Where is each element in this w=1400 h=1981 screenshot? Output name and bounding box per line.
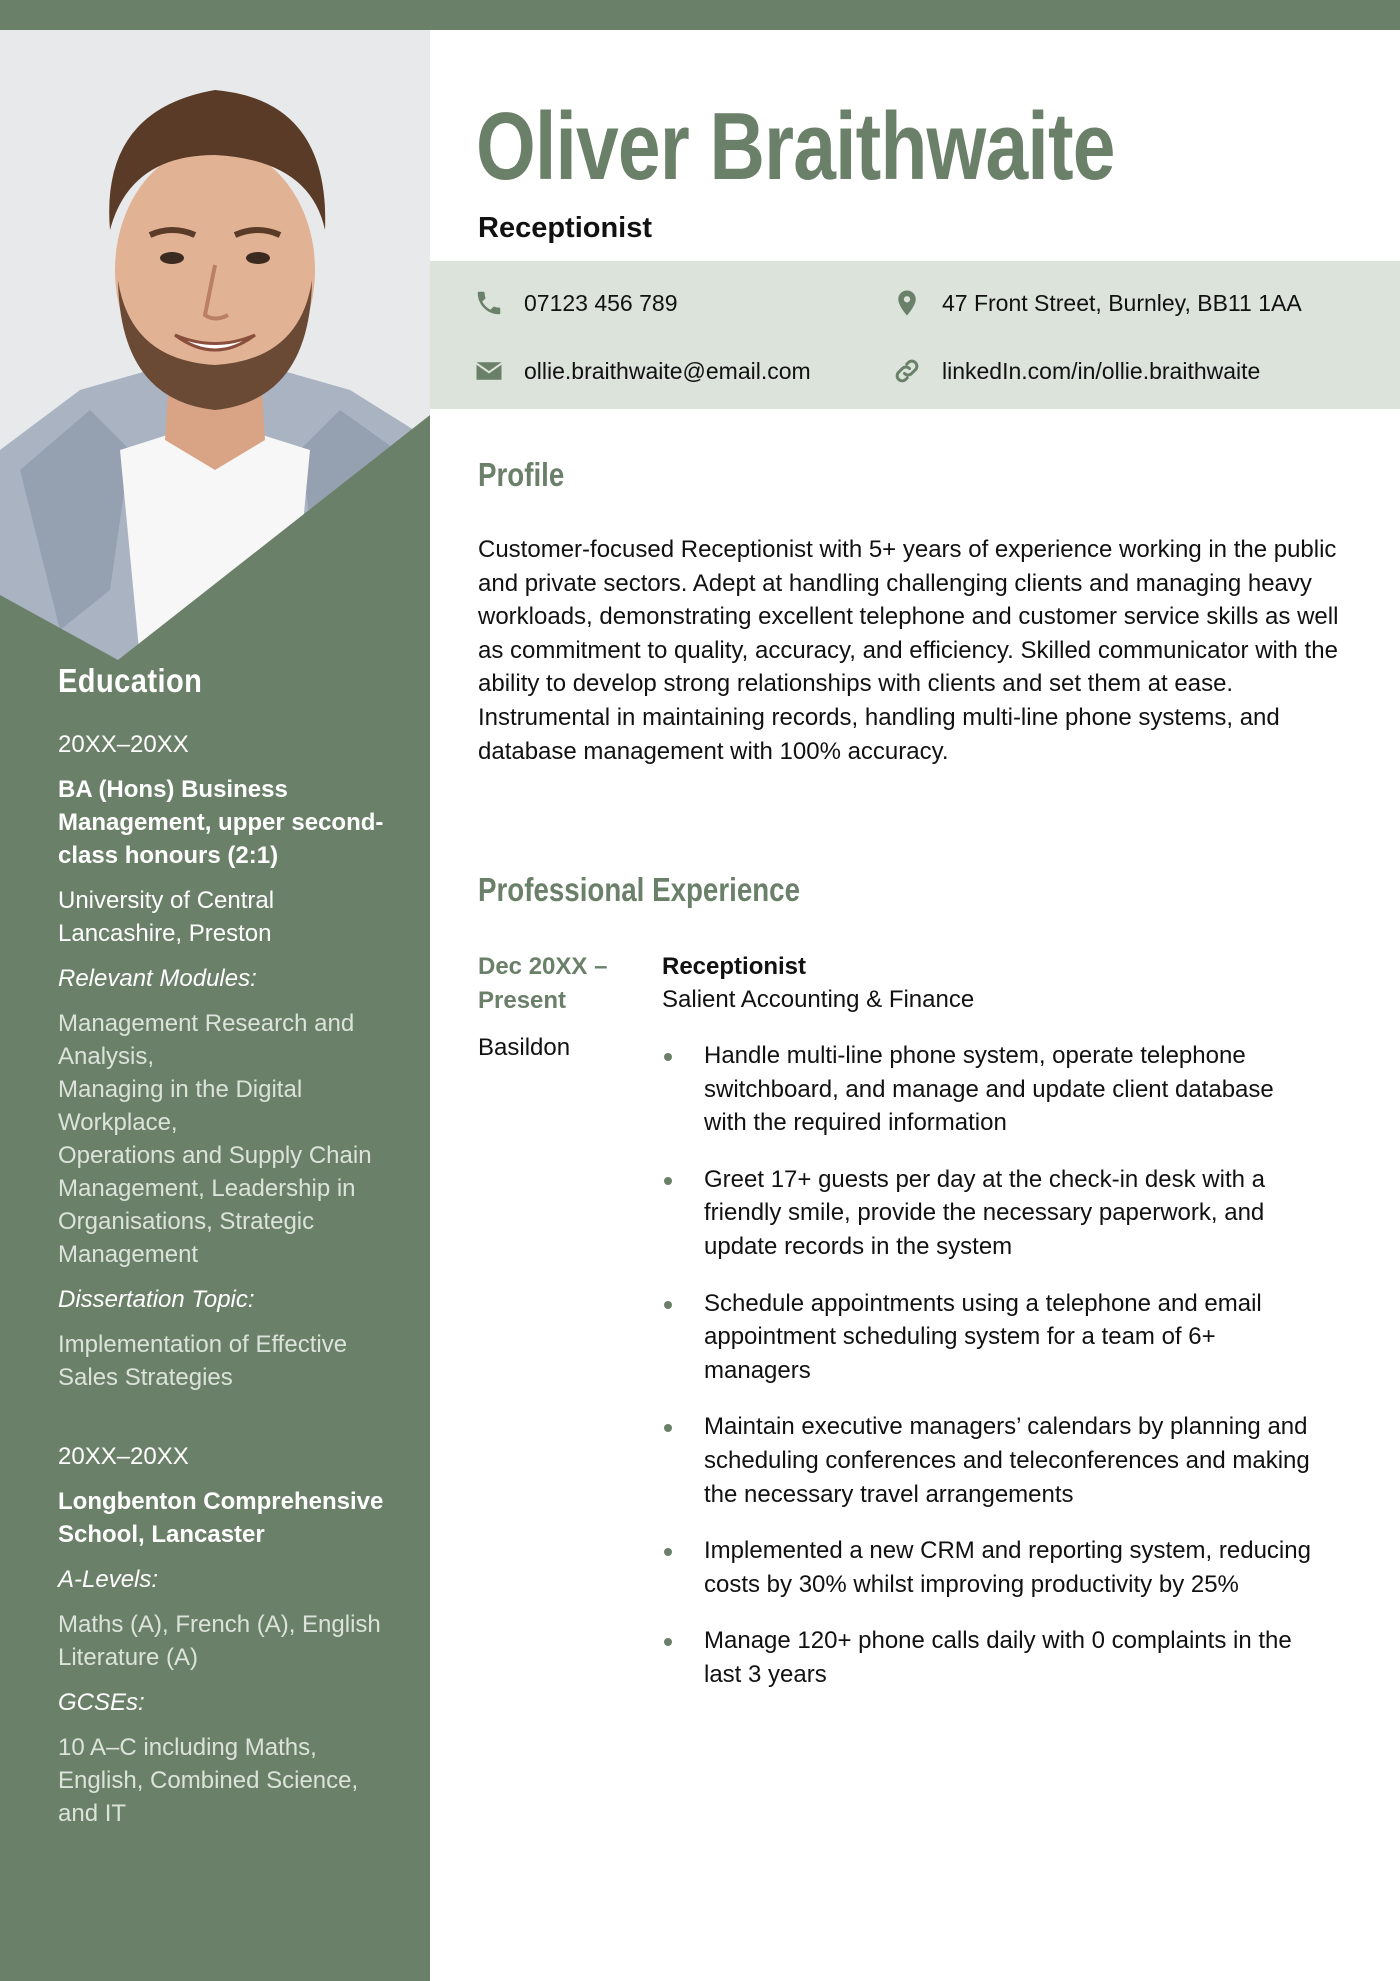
- education-dates: 20XX–20XX: [58, 1443, 189, 1470]
- candidate-role: Receptionist: [478, 212, 653, 244]
- bullet-icon: [664, 1424, 672, 1432]
- education-modules-label: Relevant Modules:: [58, 965, 257, 992]
- bullet-icon: [664, 1638, 672, 1646]
- education-alevels-label: A-Levels:: [58, 1566, 159, 1593]
- education-alevels: Maths (A), French (A), English Literature (A): [58, 1611, 381, 1671]
- bullet-text: Manage 120+ phone calls daily with 0 complaints in the last 3 years: [704, 1627, 1292, 1688]
- list-item: [662, 1163, 1322, 1264]
- job-bullets: [662, 1039, 1322, 1715]
- bullet-text: Handle multi-line phone system, operate telephone switchboard, and manage and update client database with the required information: [704, 1042, 1274, 1137]
- profile-heading: Profile: [478, 456, 565, 493]
- candidate-name: Oliver Braithwaite: [476, 93, 1115, 200]
- education-heading: Education: [58, 662, 203, 699]
- list-item: [662, 1534, 1322, 1601]
- sidebar: [0, 30, 430, 1981]
- profile-text: Customer-focused Receptionist with 5+ years of experience working in the public and private sectors. Adept at handling challenging clients and managing heavy workloads, demonstrating excellent telephone and customer service skills as well as commitment to quality, accuracy, and efficiency. Skilled communicator with the ability to develop strong relationships with clients and set them at ease. Instrumental in maintaining records, handling multi-line phone systems, and database management with 100% accuracy.: [478, 536, 1339, 765]
- bullet-text: Greet 17+ guests per day at the check-in desk with a friendly smile, provide the necessary paperwork, and update records in the system: [704, 1165, 1265, 1260]
- phone-icon: [474, 288, 504, 318]
- bullet-icon: [664, 1301, 672, 1309]
- education-degree: BA (Hons) Business Management, upper second-class honours (2:1): [58, 776, 384, 869]
- contact-band: [430, 261, 1400, 409]
- bullet-text: Maintain executive managers’ calendars by planning and scheduling conferences and teleconferences and making the necessary travel arrangements: [704, 1413, 1310, 1508]
- list-item: [662, 1039, 1322, 1140]
- bullet-text: Schedule appointments using a telephone and email appointment scheduling system for a team of 6+ managers: [704, 1289, 1262, 1384]
- job-company: Salient Accounting & Finance: [662, 986, 975, 1013]
- profile-photo-illustration: [0, 30, 430, 660]
- contact-address: [892, 288, 1302, 318]
- bullet-icon: [664, 1177, 672, 1185]
- contact-address-text: 47 Front Street, Burnley, BB11 1AA: [942, 289, 1302, 316]
- envelope-icon: [474, 356, 504, 386]
- contact-linkedin-text[interactable]: linkedIn.com/in/ollie.braithwaite: [942, 357, 1261, 384]
- job-title: Receptionist: [662, 953, 807, 980]
- education-modules: Management Research and Analysis, Managing in the Digital Workplace, Operations and Supply Chain Management, Leadership in Organisations, Strategic Management: [58, 1010, 372, 1268]
- bullet-text: Implemented a new CRM and reporting system, reducing costs by 30% whilst improving productivity by 25%: [704, 1537, 1311, 1598]
- education-gcses-label: GCSEs:: [58, 1689, 145, 1716]
- experience-heading: Professional Experience: [478, 871, 801, 908]
- education-section: [58, 660, 403, 1842]
- contact-email-text[interactable]: ollie.braithwaite@email.com: [524, 357, 811, 384]
- list-item: [662, 1624, 1322, 1691]
- link-icon: [892, 356, 922, 386]
- list-item: [662, 1287, 1322, 1388]
- education-dissertation: Implementation of Effective Sales Strategies: [58, 1331, 348, 1391]
- top-accent-bar: [0, 0, 1400, 30]
- education-gcses: 10 A–C including Maths, English, Combined Science, and IT: [58, 1734, 359, 1827]
- contact-phone: [474, 288, 678, 318]
- profile-photo: [0, 30, 430, 660]
- bullet-icon: [664, 1548, 672, 1556]
- education-dissertation-label: Dissertation Topic:: [58, 1286, 255, 1313]
- contact-linkedin: [892, 356, 1260, 386]
- job-location: Basildon: [478, 1034, 571, 1061]
- education-institution: Longbenton Comprehensive School, Lancaster: [58, 1488, 384, 1548]
- contact-email: [474, 356, 811, 386]
- contact-phone-text: 07123 456 789: [524, 289, 678, 316]
- education-institution: University of Central Lancashire, Preston: [58, 887, 275, 947]
- location-pin-icon: [892, 288, 922, 318]
- list-item: [662, 1410, 1322, 1511]
- education-dates: 20XX–20XX: [58, 731, 189, 758]
- bullet-icon: [664, 1053, 672, 1061]
- job-dates: Dec 20XX – Present: [478, 953, 608, 1014]
